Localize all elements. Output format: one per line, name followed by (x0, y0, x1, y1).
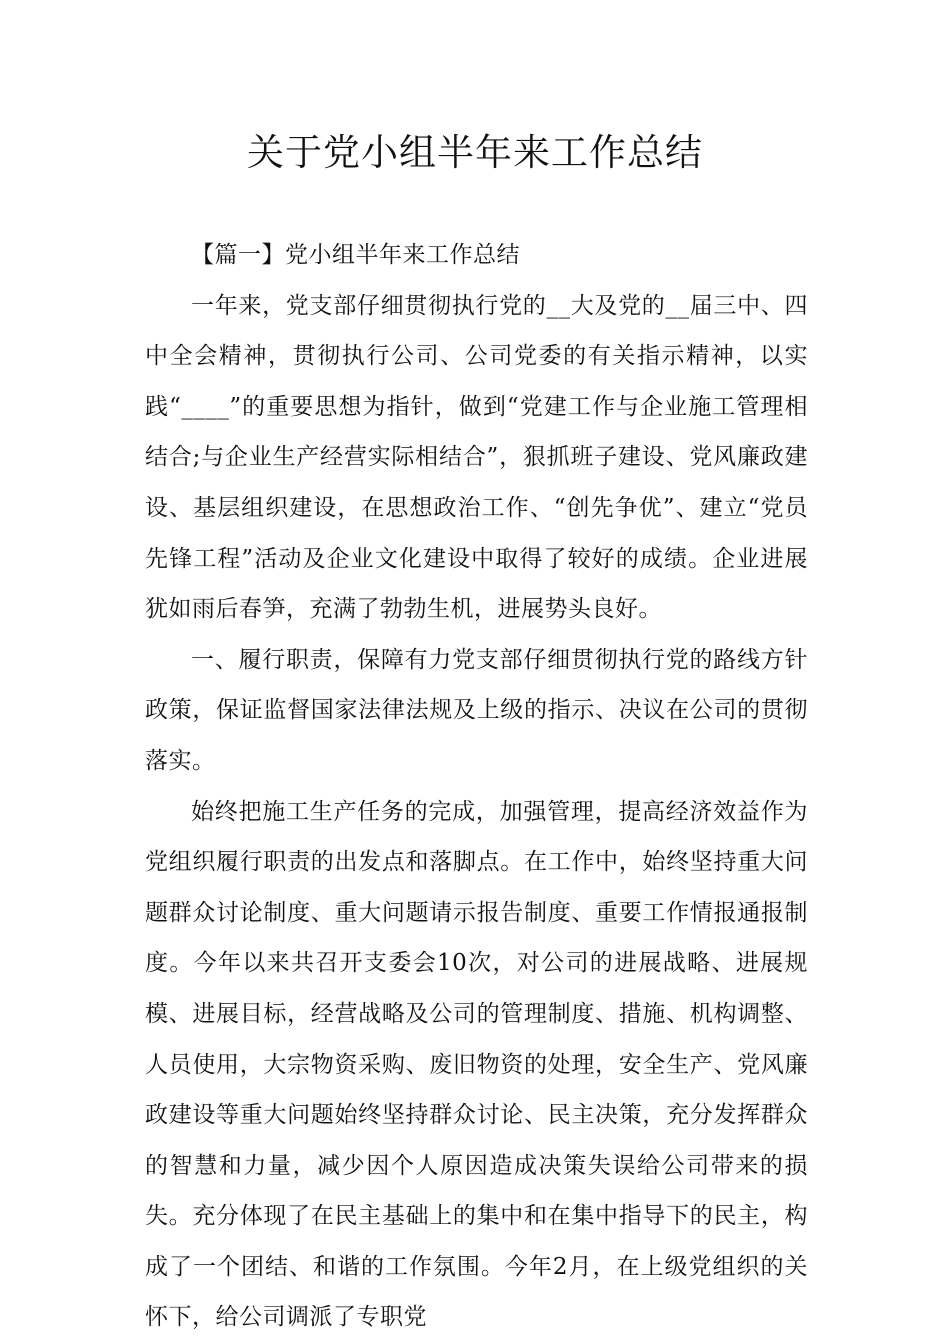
paragraph: 始终把施工生产任务的完成，加强管理，提高经济效益作为党组织履行职责的出发点和落脚点。在工作中，始终坚持重大问题群众讨论制度、重大问题请示报告制度、重要工作情报通报制度。今年以来共召开支委会10次，对公司的进展战略、进展规模、进展目标，经营战略及公司的管理制度、措施、机构调整、人员使用，大宗物资采购、废旧物资的处理，安全生产、党风廉政建设等重大问题始终坚持群众讨论、民主决策，充分发挥群众的智慧和力量，减少因个人原因造成决策失误给公司带来的损失。充分体现了在民主基础上的集中和在集中指导下的民主，构成了一个团结、和谐的工作氛围。今年2月，在上级党组织的关怀下，给公司调派了专职党 (145, 798, 808, 1331)
section-heading: 【篇一】党小组半年来工作总结 (191, 242, 520, 268)
paragraph: 一、履行职责，保障有力党支部仔细贯彻执行党的路线方针政策，保证监督国家法律法规及上级的指示、决议在公司的贯彻落实。 (145, 646, 808, 774)
document-body (145, 230, 808, 1343)
paragraph: 一年来，党支部仔细贯彻执行党的__大及党的__届三中、四中全会精神，贯彻执行公司、公司党委的有关指示精神，以实践“____”的重要思想为指针，做到“党建工作与企业施工管理相结合;与企业生产经营实际相结合”，狠抓班子建设、党风廉政建设、基层组织建设，在思想政治工作、“创先争优”、建立“党员先锋工程”活动及企业文化建设中取得了较好的成绩。企业进展犹如雨后春笋，充满了勃勃生机，进展势头良好。 (145, 292, 808, 623)
document-title: 关于党小组半年来工作总结 (247, 131, 703, 174)
